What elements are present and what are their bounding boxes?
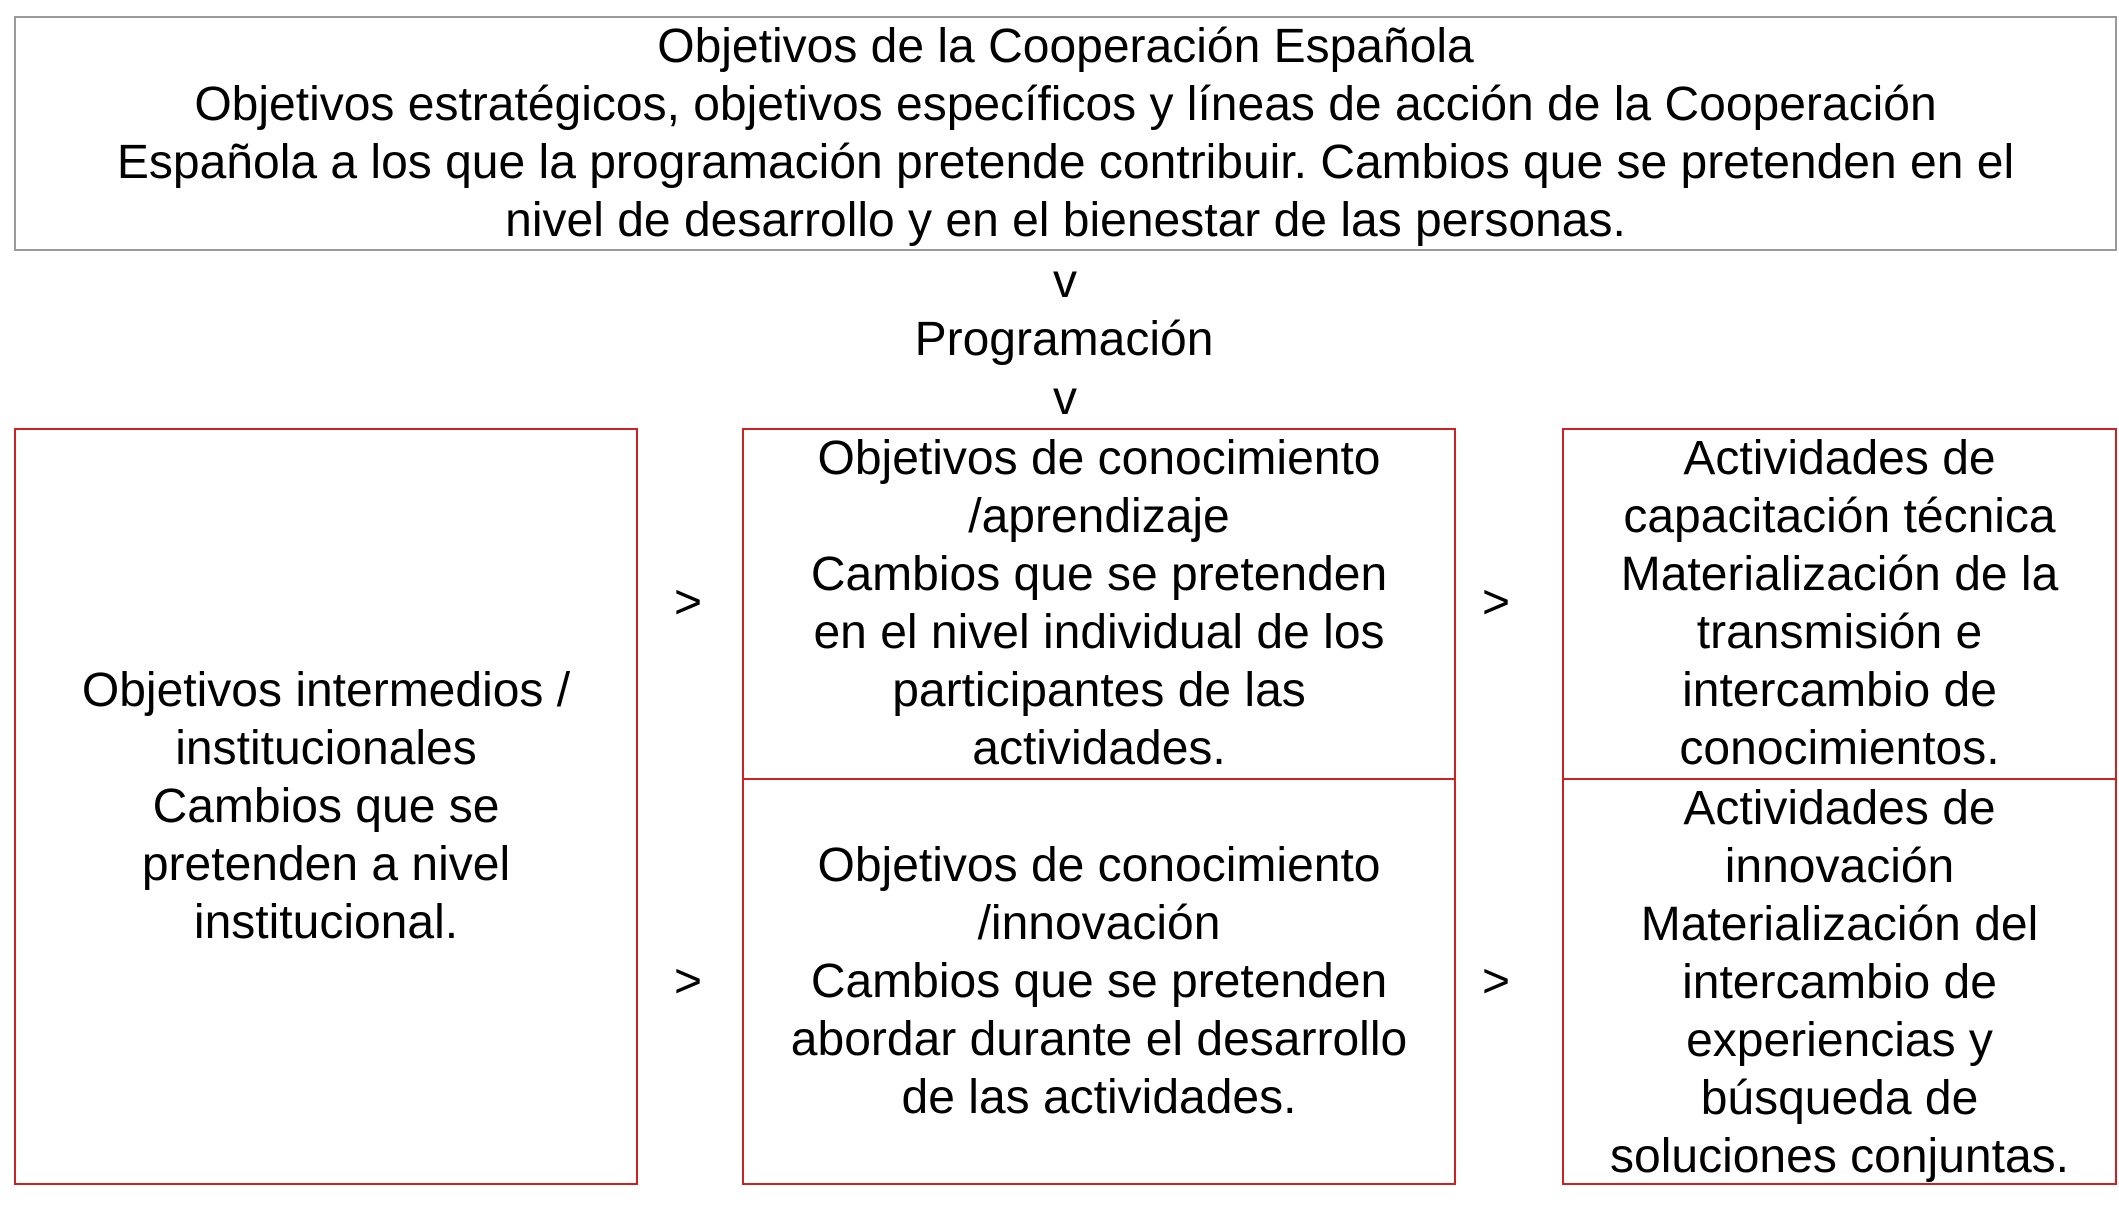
learning-objectives-line: actividades. — [972, 722, 1226, 775]
arrow-right-left-bottom: > — [673, 955, 703, 1008]
down-arrow-2: v — [1053, 372, 1077, 425]
down-arrow-1: v — [1053, 255, 1077, 308]
innovation-objectives-box — [742, 778, 1456, 1185]
intermediate-objectives-line: institucionales — [175, 721, 477, 775]
innovation-objectives-line: Cambios que se pretenden — [810, 954, 1388, 1008]
arrow-right-right-bottom: > — [1481, 955, 1511, 1008]
learning-objectives-line: Objetivos de conocimiento — [817, 432, 1381, 485]
programacion-label: Programación — [914, 313, 1214, 366]
arrow-right-right-top: > — [1481, 576, 1511, 629]
training-activities-line: Materialización de la — [1620, 548, 2059, 601]
training-activities-line: transmisión e — [1696, 606, 1983, 659]
training-activities-line: capacitación técnica — [1623, 490, 2056, 543]
training-activities-line: conocimientos. — [1679, 722, 2000, 775]
cooperation-objectives-title: Objetivos de la Cooperación Española — [657, 19, 1474, 73]
innovation-activities-line: soluciones conjuntas. — [1610, 1130, 2069, 1183]
learning-objectives-line: participantes de las — [892, 664, 1306, 717]
learning-objectives-line: Cambios que se pretenden — [810, 548, 1388, 601]
intermediate-objectives-line: pretenden a nivel — [141, 837, 511, 891]
training-activities-line: intercambio de — [1682, 664, 1997, 717]
innovation-activities-line: Actividades de — [1683, 782, 1996, 835]
innovation-activities-line: innovación — [1724, 840, 1955, 893]
arrow-right-left-top: > — [673, 576, 703, 629]
learning-objectives-line: en el nivel individual de los — [813, 606, 1385, 659]
innovation-objectives-line: Objetivos de conocimiento — [817, 838, 1381, 892]
cooperation-objectives-text-line: Objetivos estratégicos, objetivos específicos y líneas de acción de la Cooperación — [194, 77, 1937, 131]
intermediate-objectives-line: Cambios que se — [152, 779, 500, 833]
intermediate-objectives-box — [14, 428, 638, 1185]
innovation-objectives-line: de las actividades. — [901, 1070, 1297, 1124]
intermediate-objectives-line: institucional. — [193, 895, 459, 949]
learning-objectives-box — [742, 428, 1456, 780]
innovation-activities-box — [1562, 778, 2117, 1185]
innovation-objectives-line: abordar durante el desarrollo — [790, 1012, 1408, 1066]
cooperation-objectives-box — [14, 16, 2117, 251]
cooperation-objectives-text-line: Española a los que la programación pretende contribuir. Cambios que se pretenden en el — [116, 135, 2015, 189]
intermediate-objectives-line: Objetivos intermedios / — [81, 663, 571, 717]
innovation-objectives-line: /innovación — [977, 896, 1221, 950]
innovation-activities-line: intercambio de — [1682, 956, 1997, 1009]
training-activities-box — [1562, 428, 2117, 780]
training-activities-line: Actividades de — [1683, 432, 1996, 485]
innovation-activities-line: experiencias y — [1686, 1014, 1993, 1067]
learning-objectives-line: /aprendizaje — [968, 490, 1230, 543]
innovation-activities-line: búsqueda de — [1700, 1072, 1979, 1125]
innovation-activities-line: Materialización del — [1640, 898, 2039, 951]
cooperation-objectives-text-line: nivel de desarrollo y en el bienestar de las personas. — [505, 193, 1626, 247]
